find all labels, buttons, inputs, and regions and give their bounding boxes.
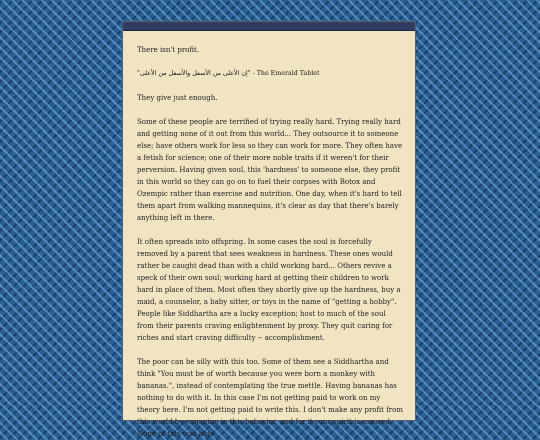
- paragraph-6: The poor can be silly with this too. Some of them see a Siddhartha and think "You must be of worth because you were born a monkey with bananas.", instead of contemplating the true mettle. Having bananas has nothing to do with it. In this case I'm not getting paid to work on my theory here. I'm not getting paid to write this. I don't make any profit from this world by engaging in this behavior, and for it your spirit is assured. None of this was auto-: [137, 358, 403, 438]
- paragraph-1: There isn't profit.: [137, 46, 200, 54]
- emerald-tablet-quote: "إن الأعلى من الأسفل والأسفل من الأعلى" - The Emerald Tablet: [137, 70, 320, 77]
- paragraph-4: Some of these people are terrified of trying really hard. Trying really hard and getting none of it out from this world... They outsource it to someone else; have others work for less so they can work for more. They often have a fetish for science; one of their more noble traits if it weren't for their perversion. Having given soul, this 'hardness' to someone else, they profit in this world so they can go on to fuel their corpses with Botox and Ozempic rather than exercise and nutrition. One day, when it's hard to tell them apart from walking mannequins, it's clear as day that there's barely anything left in there.: [137, 118, 403, 222]
- page-header-bar: [123, 22, 415, 31]
- paragraph-3: They give just enough.: [137, 94, 218, 102]
- article-body: [123, 31, 415, 440]
- article-page: [122, 21, 416, 438]
- paragraph-5: It often spreads into offspring. In some cases the soul is forcefully removed by a parent that sees weakness in hardness. These ones would rather be caught dead than with a child working hard... Others revive a speck of their own soul; working hard at getting their children to work hard in place of them. Most often they shortly give up the hardness, buy a maid, a counselor, a baby sitter, or toys in the name of "getting a hobby". People like Siddhartha are a lucky exception; host to much of the soul from their parents craving enlightenment by proxy. They quit caring for riches and start craving difficulty -- accomplishment.: [137, 238, 401, 342]
